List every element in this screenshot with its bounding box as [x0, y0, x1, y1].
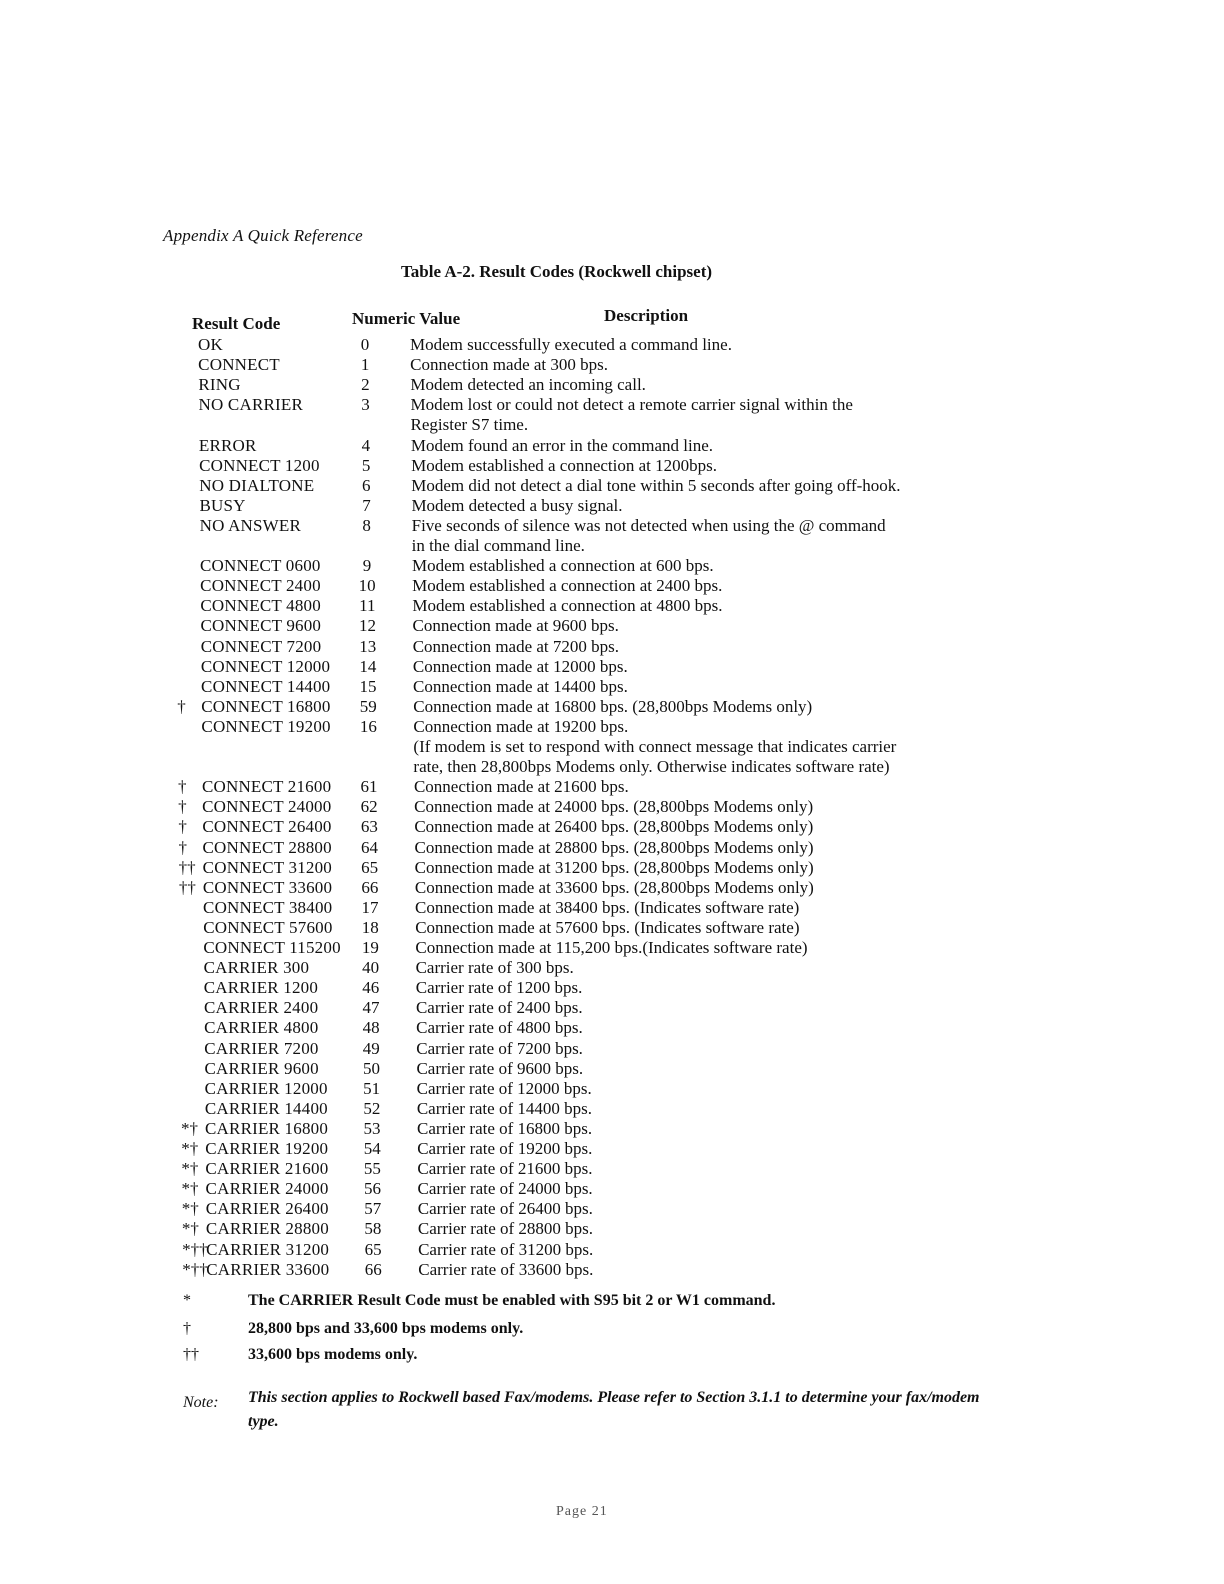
numeric-value: 65 — [364, 1239, 382, 1259]
table-row — [181, 1119, 1011, 1139]
result-code: CARRIER 33600 — [206, 1259, 330, 1279]
description-line: Carrier rate of 12000 bps. — [416, 1078, 592, 1098]
numeric-value: 66 — [364, 1259, 382, 1279]
numeric-value: 61 — [360, 777, 378, 797]
result-code: RING — [198, 375, 241, 395]
description-line: Modem established a connection at 1200bps. — [411, 455, 718, 475]
table-row — [181, 1079, 1011, 1099]
numeric-value: 59 — [359, 696, 377, 716]
description-line: Carrier rate of 7200 bps. — [416, 1038, 583, 1058]
numeric-value: 3 — [361, 395, 370, 415]
table-row — [182, 1199, 1012, 1219]
description-line: Connection made at 28800 bps. (28,800bps Modems only) — [414, 837, 814, 857]
table-row — [177, 637, 1007, 657]
description-line: rate, then 28,800bps Modems only. Otherwise indicates software rate) — [413, 757, 890, 777]
numeric-value: 57 — [364, 1199, 382, 1219]
result-code: CONNECT 7200 — [200, 636, 322, 656]
table-row — [179, 938, 1009, 958]
numeric-value: 1 — [360, 355, 370, 375]
numeric-value: 64 — [361, 837, 378, 857]
table-row — [177, 677, 1007, 697]
numeric-value: 46 — [362, 978, 380, 998]
table-row — [176, 576, 1006, 596]
numeric-value: 13 — [359, 636, 377, 656]
row-mark: *† — [181, 1199, 199, 1219]
table-row — [176, 596, 1006, 616]
result-code: CONNECT 28800 — [202, 837, 332, 857]
table-row — [174, 355, 1004, 375]
result-code: CONNECT — [198, 355, 280, 375]
result-code: CONNECT 14400 — [201, 676, 331, 696]
footnote-symbol: † — [183, 1320, 191, 1337]
table-row — [180, 1059, 1010, 1079]
table-row — [175, 436, 1005, 456]
description-line: Carrier rate of 14400 bps. — [416, 1098, 592, 1118]
numeric-value: 4 — [361, 435, 371, 455]
row-mark: *† — [181, 1118, 199, 1138]
table-row — [182, 1179, 1012, 1199]
description-line: Modem established a connection at 2400 bps. — [412, 576, 723, 596]
result-code: OK — [198, 335, 223, 354]
table-row — [179, 878, 1009, 898]
result-code: CONNECT 0600 — [199, 556, 321, 576]
table-row — [174, 335, 1004, 355]
table-row — [175, 496, 1005, 516]
description-line: Carrier rate of 2400 bps. — [415, 998, 583, 1018]
numeric-value: 51 — [363, 1078, 381, 1098]
result-code: CONNECT 12000 — [200, 656, 331, 676]
result-code: CARRIER 24000 — [205, 1179, 329, 1199]
description-line: in the dial command line. — [411, 535, 585, 555]
description-line: Register S7 time. — [410, 415, 529, 435]
numeric-value: 11 — [359, 596, 376, 616]
description-line: Carrier rate of 1200 bps. — [415, 978, 583, 998]
row-mark: *†† — [182, 1239, 208, 1259]
row-mark: *†† — [182, 1259, 208, 1279]
description-line: Modem found an error in the command line. — [410, 435, 714, 455]
row-mark: † — [177, 696, 186, 716]
table-row — [179, 898, 1009, 918]
result-code: CONNECT 31200 — [202, 857, 332, 877]
row-mark: *† — [181, 1159, 199, 1179]
table-row — [174, 375, 1004, 395]
description-line: Connection made at 12000 bps. — [412, 656, 628, 676]
row-mark: † — [178, 817, 187, 837]
description-line: Modem established a connection at 600 bps. — [411, 556, 714, 576]
row-mark: † — [178, 797, 187, 817]
description-line: (If modem is set to respond with connect message that indicates carrier — [413, 736, 897, 756]
numeric-value: 53 — [363, 1118, 381, 1138]
description-line: Connection made at 21600 bps. — [413, 777, 629, 797]
description-line: Carrier rate of 31200 bps. — [418, 1239, 594, 1259]
result-code: CARRIER 28800 — [205, 1219, 329, 1239]
description-line: Carrier rate of 19200 bps. — [417, 1139, 593, 1158]
row-mark: † — [177, 777, 187, 797]
result-code: BUSY — [199, 495, 246, 515]
numeric-value: 10 — [358, 576, 376, 596]
description-line: Carrier rate of 33600 bps. — [418, 1259, 594, 1279]
result-code: CARRIER 12000 — [204, 1078, 328, 1098]
table-row — [178, 777, 1008, 797]
result-code: CONNECT 1200 — [199, 455, 320, 475]
result-code: CONNECT 115200 — [203, 938, 341, 957]
description-line: Carrier rate of 4800 bps. — [416, 1018, 583, 1038]
table-row — [175, 456, 1005, 476]
numeric-value: 66 — [361, 877, 379, 897]
description-line: Connection made at 57600 bps. (Indicates software rate) — [415, 917, 800, 937]
result-code: CARRIER 4800 — [204, 1018, 319, 1038]
numeric-value: 8 — [362, 515, 371, 535]
result-code: CONNECT 21600 — [201, 777, 332, 797]
table-row — [176, 556, 1006, 576]
numeric-value: 16 — [359, 716, 377, 736]
description-line: Connection made at 16800 bps. (28,800bps Modems only) — [413, 696, 813, 716]
note-block — [183, 1386, 1003, 1446]
description-line: Connection made at 31200 bps. (28,800bps Modems only) — [414, 857, 814, 877]
numeric-value: 9 — [362, 556, 372, 576]
appendix-heading: Appendix A Quick Reference — [163, 226, 363, 245]
table-row — [180, 1039, 1010, 1059]
result-code: CARRIER 9600 — [204, 1058, 319, 1078]
column-header-result-code: Result Code — [192, 314, 281, 333]
table-row — [176, 516, 1006, 556]
numeric-value: 19 — [361, 938, 379, 957]
numeric-value: 12 — [359, 616, 377, 636]
numeric-value: 48 — [362, 1018, 380, 1038]
footnote-symbol: †† — [183, 1346, 199, 1363]
result-code: CONNECT 33600 — [202, 877, 333, 897]
result-code: CONNECT 24000 — [202, 797, 332, 817]
table-row — [175, 395, 1005, 435]
description-line: Connection made at 14400 bps. — [413, 676, 628, 696]
description-line: Connection made at 33600 bps. (28,800bps Modems only) — [414, 877, 814, 897]
result-code: NO ANSWER — [199, 515, 302, 535]
result-code: CARRIER 31200 — [206, 1239, 330, 1259]
description-line: Connection made at 300 bps. — [410, 355, 608, 375]
numeric-value: 62 — [360, 797, 378, 817]
numeric-value: 56 — [364, 1179, 382, 1199]
result-code: NO DIALTONE — [199, 475, 315, 495]
result-code: CONNECT 9600 — [200, 616, 322, 636]
result-code: CONNECT 57600 — [203, 917, 333, 937]
note-text: This section applies to Rockwell based Fax/modems. Please refer to Section 3.1.1 to determine your fax/modem type. — [248, 1389, 980, 1430]
table-row — [181, 1139, 1011, 1159]
footnotes — [0, 1292, 1224, 1372]
result-code: NO CARRIER — [198, 395, 304, 415]
footnote-text: The CARRIER Result Code must be enabled with S95 bit 2 or W1 command. — [248, 1292, 776, 1309]
description-line: Connection made at 26400 bps. (28,800bps Modems only) — [414, 817, 814, 837]
numeric-value: 47 — [362, 998, 380, 1018]
table-row — [179, 858, 1009, 878]
numeric-value: 15 — [359, 676, 377, 696]
numeric-value: 50 — [362, 1058, 380, 1078]
footnote-text: 28,800 bps and 33,600 bps modems only. — [248, 1320, 524, 1337]
result-code: CONNECT 38400 — [203, 897, 333, 917]
description-line: Modem detected an incoming call. — [410, 375, 646, 395]
table-row — [180, 1018, 1010, 1038]
result-code: CARRIER 16800 — [205, 1118, 329, 1138]
description-line: Carrier rate of 16800 bps. — [417, 1118, 593, 1138]
result-code: CONNECT 16800 — [201, 696, 331, 716]
description-line: Connection made at 19200 bps. — [413, 716, 629, 736]
footnote-text: 33,600 bps modems only. — [248, 1346, 418, 1363]
description-line: Modem detected a busy signal. — [411, 495, 623, 515]
description-line: Carrier rate of 28800 bps. — [417, 1219, 594, 1239]
table-row — [179, 918, 1009, 938]
row-mark: †† — [178, 857, 196, 877]
description-line: Connection made at 24000 bps. (28,800bps Modems only) — [414, 797, 814, 817]
result-code: CARRIER 14400 — [204, 1098, 328, 1118]
note-label: Note: — [183, 1394, 219, 1411]
table-row — [181, 1159, 1011, 1179]
numeric-value: 55 — [363, 1159, 381, 1179]
table-row — [177, 717, 1007, 777]
numeric-value: 52 — [363, 1098, 381, 1118]
table-title: Table A-2. Result Codes (Rockwell chipset) — [401, 262, 713, 281]
table-row — [178, 797, 1008, 817]
description-line: Connection made at 115,200 bps.(Indicates software rate) — [415, 938, 808, 957]
column-header-numeric-value: Numeric Value — [352, 309, 461, 328]
table-row — [182, 1240, 1012, 1260]
description-line: Connection made at 38400 bps. (Indicates software rate) — [415, 897, 800, 917]
table-row — [177, 697, 1007, 717]
table-row — [180, 978, 1010, 998]
numeric-value: 6 — [362, 475, 371, 495]
row-mark: †† — [178, 877, 196, 897]
description-line: Modem established a connection at 4800 bps. — [412, 596, 723, 616]
table-row — [182, 1219, 1012, 1239]
page-number: Page 21 — [556, 1504, 608, 1519]
description-line: Carrier rate of 9600 bps. — [416, 1058, 584, 1078]
table-row — [179, 838, 1009, 858]
numeric-value: 58 — [364, 1219, 382, 1239]
table-row — [177, 616, 1007, 636]
numeric-value: 54 — [363, 1139, 381, 1158]
numeric-value: 17 — [361, 897, 379, 917]
table-row — [178, 817, 1008, 837]
row-mark: *† — [181, 1219, 199, 1239]
numeric-value: 14 — [359, 656, 377, 676]
description-line: Five seconds of silence was not detected when using the @ command — [411, 515, 886, 535]
numeric-value: 18 — [361, 917, 379, 937]
footnote-symbol: * — [183, 1292, 191, 1309]
description-line: Carrier rate of 26400 bps. — [417, 1199, 593, 1219]
result-code: CARRIER 2400 — [203, 998, 319, 1018]
row-mark: *† — [181, 1179, 199, 1199]
numeric-value: 5 — [361, 455, 371, 475]
result-code: CARRIER 7200 — [204, 1038, 319, 1058]
description-line: Carrier rate of 24000 bps. — [417, 1179, 593, 1199]
table-row — [177, 657, 1007, 677]
result-code: ERROR — [198, 435, 257, 455]
numeric-value: 40 — [362, 958, 380, 978]
numeric-value: 2 — [361, 375, 370, 395]
table-row — [175, 476, 1005, 496]
result-code: CONNECT 19200 — [201, 716, 331, 736]
result-code: CARRIER 19200 — [205, 1139, 329, 1158]
table-row — [180, 958, 1010, 978]
numeric-value: 49 — [362, 1038, 380, 1058]
table-row — [182, 1260, 1012, 1280]
result-code: CARRIER 300 — [203, 958, 310, 978]
row-mark: † — [178, 837, 187, 857]
result-code: CARRIER 26400 — [205, 1199, 329, 1219]
column-header-description: Description — [604, 306, 689, 325]
result-code: CARRIER 21600 — [205, 1159, 329, 1179]
table-row — [181, 1099, 1011, 1119]
result-code: CONNECT 26400 — [202, 817, 332, 837]
result-code: CONNECT 4800 — [200, 596, 321, 616]
description-line: Modem did not detect a dial tone within 5 seconds after going off-hook. — [411, 475, 901, 495]
numeric-value: 0 — [360, 335, 370, 354]
result-code: CONNECT 2400 — [200, 576, 321, 596]
description-line: Connection made at 9600 bps. — [412, 616, 619, 636]
result-code: CARRIER 1200 — [203, 978, 319, 998]
description-line: Modem successfully executed a command line. — [410, 335, 732, 354]
numeric-value: 7 — [362, 495, 371, 515]
numeric-value: 63 — [360, 817, 378, 837]
table-row — [180, 998, 1010, 1018]
numeric-value: 65 — [361, 857, 379, 877]
description-line: Modem lost or could not detect a remote carrier signal within the — [410, 395, 853, 415]
description-line: Carrier rate of 21600 bps. — [417, 1159, 593, 1179]
description-line: Connection made at 7200 bps. — [412, 636, 620, 656]
row-mark: *† — [181, 1139, 199, 1158]
description-line: Carrier rate of 300 bps. — [415, 958, 574, 978]
